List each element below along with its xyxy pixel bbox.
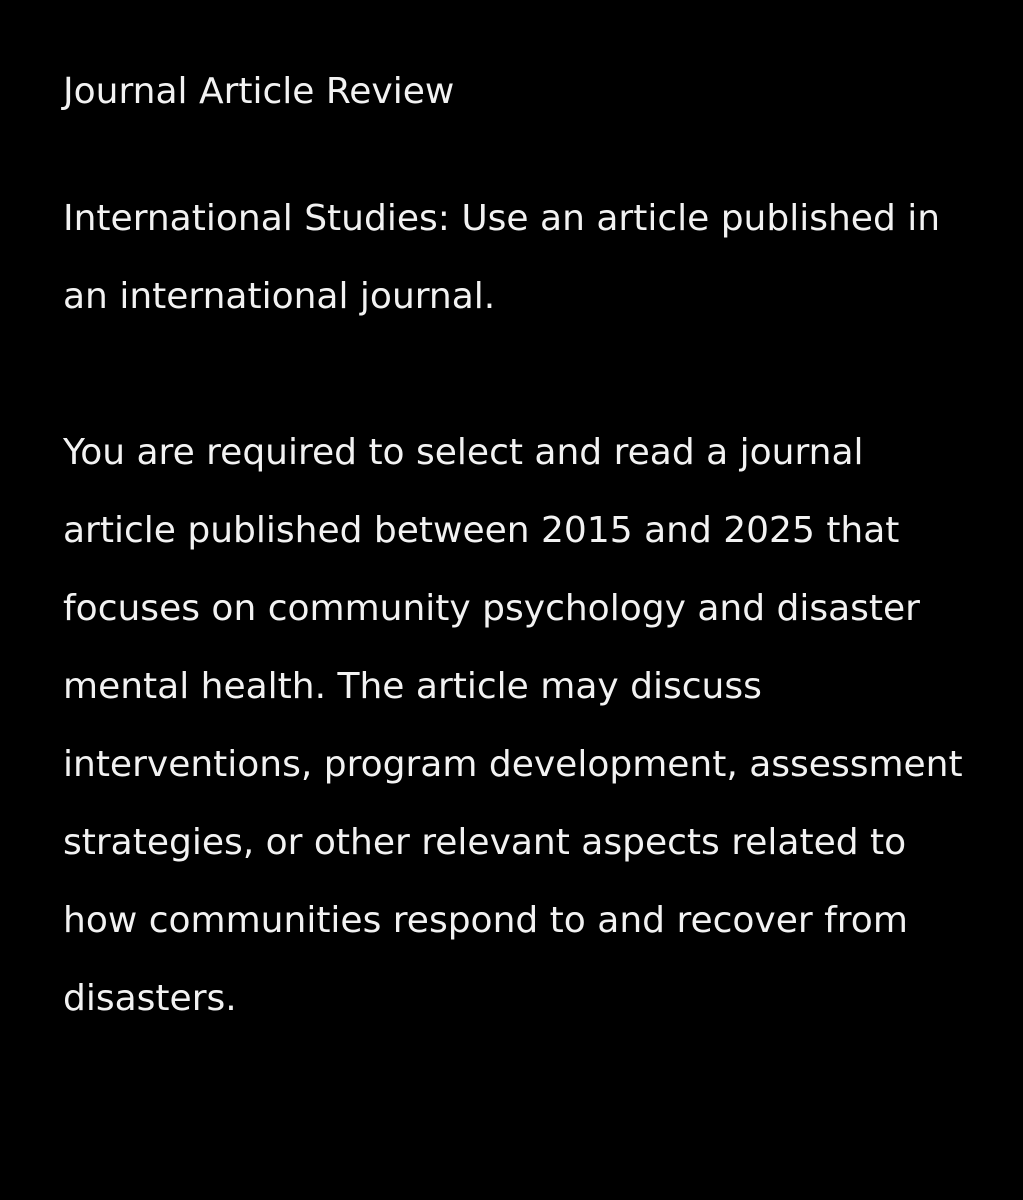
paragraph-assignment-instructions: You are required to select and read a journal article published between 2015 and 2025 that focuses on community psychology and disaster mental health. The article may discuss interventions, program development, assessment strategies, or other relevant aspects related to how communities respond to and recover from disasters.	[63, 432, 963, 1019]
paragraph-international-studies: International Studies: Use an article published in an international journal.	[63, 198, 941, 317]
document-title: Journal Article Review	[63, 71, 455, 112]
